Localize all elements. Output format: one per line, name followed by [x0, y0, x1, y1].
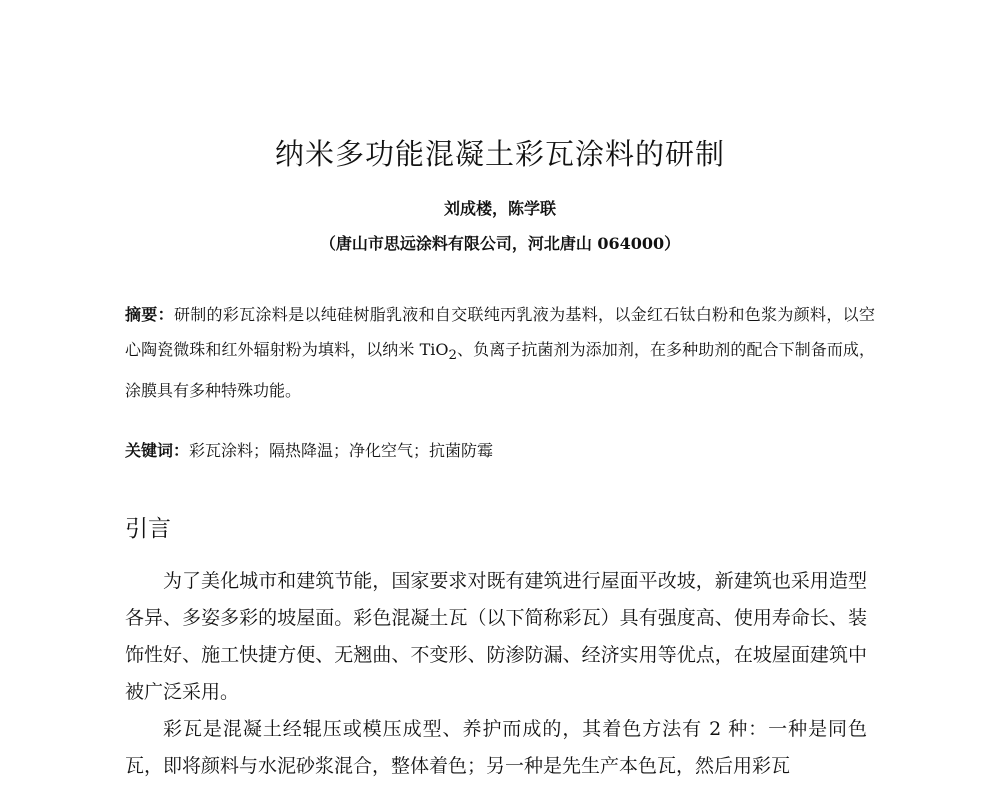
body-paragraph: 为了美化城市和建筑节能，国家要求对既有建筑进行屋面平改坡，新建筑也采用造型各异、多姿多彩的坡屋面。彩色混凝土瓦（以下简称彩瓦）具有强度高、使用寿命长、装饰性好、施工快捷方便、无翘曲、不变形、防渗防漏、经济实用等优点，在坡屋面建筑中被广泛采用。	[125, 570, 867, 703]
keywords-label: 关键词：	[125, 441, 190, 460]
abstract-label: 摘要：	[125, 305, 174, 324]
introduction-body	[125, 563, 867, 785]
keywords-text: 彩瓦涂料；隔热降温；净化空气；抗菌防霉	[189, 441, 494, 460]
abstract-subscript: 2	[448, 348, 457, 364]
body-paragraph: 彩瓦是混凝土经辊压或模压成型、养护而成的，其着色方法有 2 种：一种是同色瓦，即将颜料与水泥砂浆混合，整体着色；另一种是先生产本色瓦，然后用彩瓦	[125, 718, 867, 777]
paper-affiliation: （唐山市思远涂料有限公司，河北唐山 064000）	[319, 234, 681, 253]
paper-title: 纳米多功能混凝土彩瓦涂料的研制	[274, 137, 725, 171]
keywords	[125, 436, 875, 466]
paper-authors: 刘成楼，陈学联	[443, 199, 556, 218]
section-heading-introduction: 引言	[125, 516, 171, 542]
abstract-text-part1: 研制的彩瓦涂料是以纯硅树脂乳液和自交联纯丙乳液为基料，以金红石钛白粉和色浆为颜料，以空心陶瓷微珠和红外辐射粉为填料，以纳米 TiO	[125, 305, 875, 359]
abstract-text-part2: 、负离子抗菌剂为添加剂，在多种助剂的配合下制备而成，涂膜具有多种特殊功能。	[125, 340, 875, 401]
abstract	[125, 297, 875, 408]
